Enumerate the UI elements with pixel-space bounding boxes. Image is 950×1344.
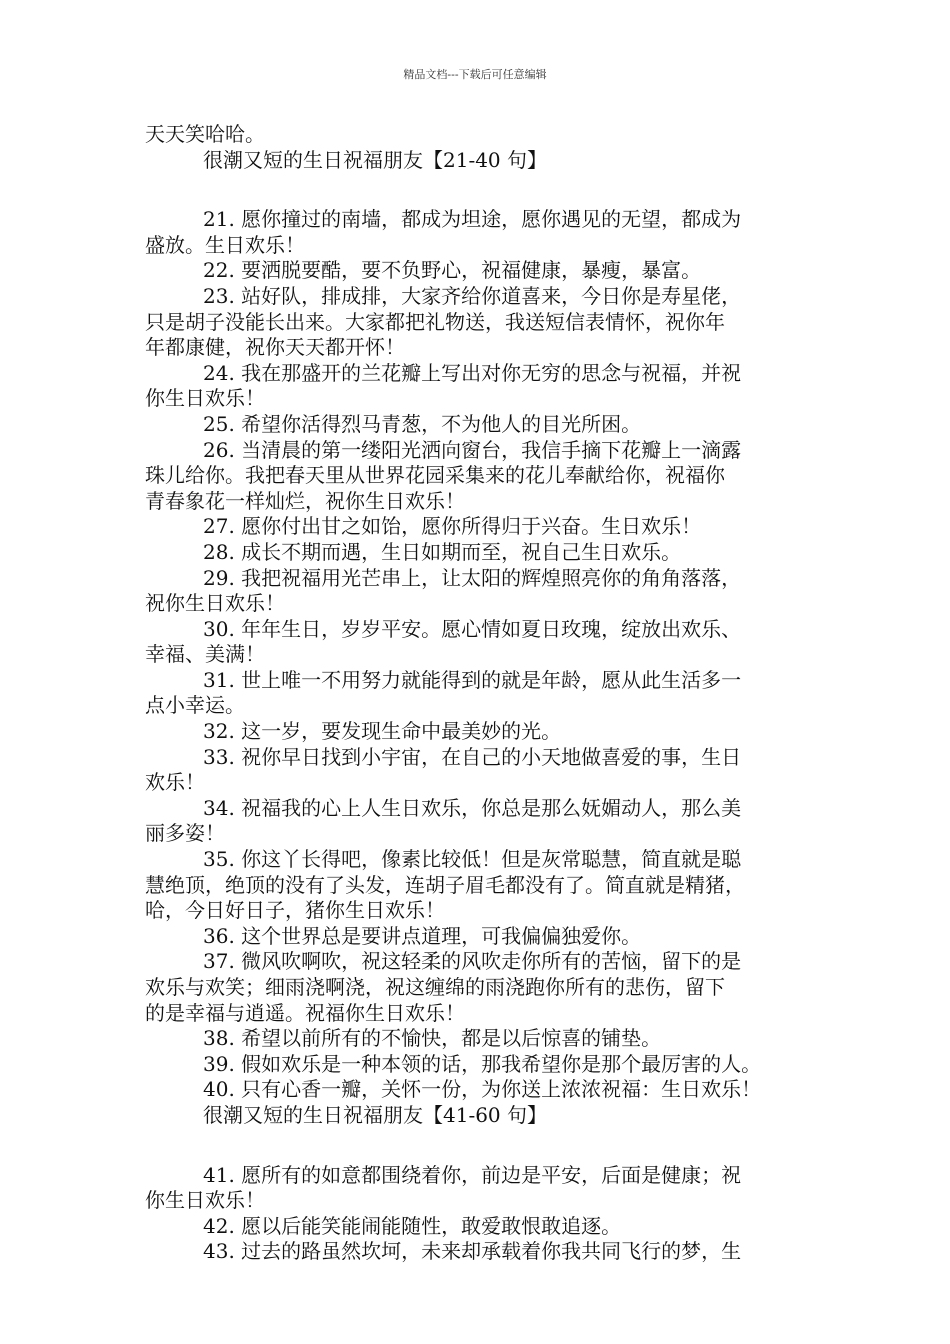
text-line: 42. 愿以后能笑能闹能随性，敢爱敢恨敢追逐。 xyxy=(203,1213,622,1238)
text-line: 28. 成长不期而遇，生日如期而至，祝自己生日欢乐。 xyxy=(203,539,682,564)
text-line: 很潮又短的生日祝福朋友【21-40 句】 xyxy=(203,147,548,172)
text-line: 年都康健，祝你天天都开怀！ xyxy=(145,335,405,360)
text-line: 27. 愿你付出甘之如饴，愿你所得归于兴奋。生日欢乐！ xyxy=(203,514,702,539)
text-line: 只是胡子没能长出来。大家都把礼物送，我送短信表情怀，祝你年 xyxy=(145,309,725,334)
text-line: 32. 这一岁，要发现生命中最美妙的光。 xyxy=(203,719,562,744)
text-line: 幸福、美满！ xyxy=(145,642,265,667)
text-line: 23. 站好队，排成排，大家齐给你道喜来，今日你是寿星佬， xyxy=(203,283,742,308)
text-line: 很潮又短的生日祝福朋友【41-60 句】 xyxy=(203,1102,548,1127)
page-header: 精品文档---下载后可任意编辑 xyxy=(403,68,547,81)
text-line: 33. 祝你早日找到小宇宙，在自己的小天地做喜爱的事，生日 xyxy=(203,744,742,769)
document-body xyxy=(145,122,825,1265)
text-line: 点小幸运。 xyxy=(145,693,245,718)
text-line: 38. 希望以前所有的不愉快，都是以后惊喜的铺垫。 xyxy=(203,1026,662,1051)
text-line: 34. 祝福我的心上人生日欢乐，你总是那么妩媚动人，那么美 xyxy=(203,795,742,820)
text-line: 26. 当清晨的第一缕阳光洒向窗台，我信手摘下花瓣上一滴露 xyxy=(203,437,742,462)
text-line: 天天笑哈哈。 xyxy=(145,122,265,146)
blank-line xyxy=(145,1129,825,1163)
text-line: 欢乐与欢笑；细雨浇啊浇，祝这缠绵的雨浇跑你所有的悲伤，留下 xyxy=(145,975,725,999)
text-line: 22. 要洒脱要酷，要不负野心，祝福健康，暴瘦，暴富。 xyxy=(203,258,702,283)
text-line: 37. 微风吹啊吹，祝这轻柔的风吹走你所有的苦恼，留下的是 xyxy=(203,949,742,974)
text-line: 31. 世上唯一不用努力就能得到的就是年龄，愿从此生活多一 xyxy=(203,667,742,692)
text-line: 35. 你这丫长得吧，像素比较低！但是灰常聪慧，简直就是聪 xyxy=(203,847,742,872)
text-line: 41. 愿所有的如意都围绕着你，前边是平安，后面是健康；祝 xyxy=(203,1162,742,1187)
text-line: 39. 假如欢乐是一种本领的话，那我希望你是那个最厉害的人。 xyxy=(203,1051,762,1076)
text-line: 丽多姿！ xyxy=(145,821,225,846)
text-line: 欢乐！ xyxy=(145,770,205,795)
text-line: 25. 希望你活得烈马青葱，不为他人的目光所困。 xyxy=(203,411,642,436)
text-line: 哈，今日好日子，猪你生日欢乐！ xyxy=(145,898,445,923)
text-line: 你生日欢乐！ xyxy=(145,386,265,411)
text-line: 21. 愿你撞过的南墙，都成为坦途，愿你遇见的无望，都成为 xyxy=(203,207,742,232)
blank-line xyxy=(145,173,825,207)
text-line: 24. 我在那盛开的兰花瓣上写出对你无穷的思念与祝福，并祝 xyxy=(203,360,742,385)
text-line: 慧绝顶，绝顶的没有了头发，连胡子眉毛都没有了。简直就是精猪， xyxy=(145,872,745,897)
text-line: 43. 过去的路虽然坎坷，未来却承载着你我共同飞行的梦，生 xyxy=(203,1239,742,1264)
text-line: 青春象花一样灿烂，祝你生日欢乐！ xyxy=(145,488,465,513)
text-line: 的是幸福与逍遥。祝福你生日欢乐！ xyxy=(145,1000,465,1025)
text-line: 祝你生日欢乐！ xyxy=(145,591,285,616)
text-line: 40. 只有心香一瓣，关怀一份，为你送上浓浓祝福：生日欢乐！ xyxy=(203,1077,762,1102)
text-line: 36. 这个世界总是要讲点道理，可我偏偏独爱你。 xyxy=(203,923,642,948)
text-line: 盛放。生日欢乐！ xyxy=(145,232,305,257)
text-line: 29. 我把祝福用光芒串上，让太阳的辉煌照亮你的角角落落， xyxy=(203,565,742,590)
text-line: 你生日欢乐！ xyxy=(145,1188,265,1213)
text-line: 30. 年年生日，岁岁平安。愿心情如夏日玫瑰，绽放出欢乐、 xyxy=(203,616,742,641)
text-line: 珠儿给你。我把春天里从世界花园采集来的花儿奉献给你，祝福你 xyxy=(145,463,725,488)
